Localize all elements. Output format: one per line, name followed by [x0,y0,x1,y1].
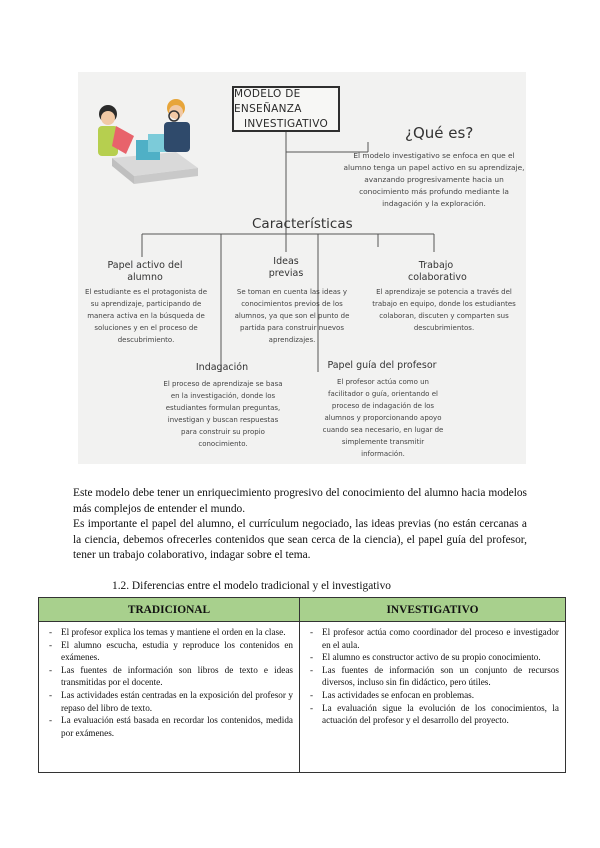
investigativo-column [300,622,565,772]
indagacion-heading: Indagación [195,362,249,373]
title-line-1: MODELO DE ENSEÑANZA [234,87,302,115]
comparison-table [38,597,566,773]
que-es-heading: ¿Qué es? [405,124,474,142]
papel-guia-body: El profesor actúa como un facilitador o guía, orientando el proceso de indagación de los alumnos y proporcionando apoyo cuando sea necesario, en lugar de simplemente transmitir información. [322,378,444,458]
paragraph-1: Este modelo debe tener un enriquecimiento progresivo del conocimiento del alumno hacia modelos más complejos de entender el mundo. [73,487,527,515]
list-item: - Las fuentes de información son libros de texto e ideas transmitidas por el docente. [43,664,293,689]
infographic-title [232,86,340,132]
ideas-previas-body: Se toman en cuenta las ideas y conocimientos previos de los alumnos, ya que son el punto de partida para construir nuevos aprendizajes. [234,288,350,344]
papel-activo-body: El estudiante es el protagonista de su aprendizaje, participando de manera activa en la búsqueda de soluciones y en el proceso de descubrimiento. [84,288,208,344]
list-item: - La evaluación sigue la evolución de los conocimientos, la actuación del profesor y el desarrollo del proyecto. [304,702,559,727]
list-item: - Las actividades están centradas en la exposición del profesor y repaso del libro de texto. [43,689,293,714]
ideas-previas-heading: Ideas previas [268,256,304,279]
list-item: - Las fuentes de información son un conjunto de recursos diversos, incluso sin fin didáctico, pero útiles. [304,664,559,689]
paragraph-2: Es importante el papel del alumno, el currículum negociado, las ideas previas (no están cercanas a la ciencia, debemos ofrecerles contenidos que sean cerca de la ciencia), el papel guía del profesor, tener un trabajo colaborativo, indagar sobre el tema. [73,518,527,561]
list-item: - El alumno escucha, estudia y reproduce los contenidos en exámenes. [43,639,293,664]
students-illustration [90,96,198,186]
caracteristicas-heading: Características [252,216,353,232]
trabajo-colaborativo-body: El aprendizaje se potencia a través del trabajo en equipo, donde los estudiantes colaboran, discuten y comparten sus descubrimientos. [372,288,516,332]
indagacion-body: El proceso de aprendizaje se basa en la investigación, donde los estudiantes formulan preguntas, investigan y buscan respuestas para construir su propio conocimiento. [163,380,283,448]
section-heading: 1.2. Diferencias entre el modelo tradicional y el investigativo [112,580,391,592]
tradicional-column [39,622,300,772]
infographic [78,72,526,464]
table-header-tradicional: TRADICIONAL [39,598,300,622]
list-item: - La evaluación está basada en recordar los contenidos, medida por exámenes. [43,714,293,739]
list-item: - Las actividades se enfocan en problemas. [304,689,559,702]
que-es-description: El modelo investigativo se enfoca en que el alumno tenga un papel activo en su aprendizaje, avanzando progresivamente hacia un conocimiento más profundo mediante la indagación y la exploración. [343,151,525,208]
list-item: - El profesor explica los temas y mantiene el orden en la clase. [43,626,293,639]
list-item: - El profesor actúa como coordinador del proceso e investigador en el aula. [304,626,559,651]
papel-activo-heading: Papel activo del alumno [107,260,183,283]
title-line-2: INVESTIGATIVO [243,117,329,130]
table-header-investigativo: INVESTIGATIVO [300,598,565,622]
list-item: - El alumno es constructor activo de su propio conocimiento. [304,651,559,664]
papel-guia-heading: Papel guía del profesor [327,360,437,371]
trabajo-colaborativo-heading: Trabajo colaborativo [408,260,467,283]
